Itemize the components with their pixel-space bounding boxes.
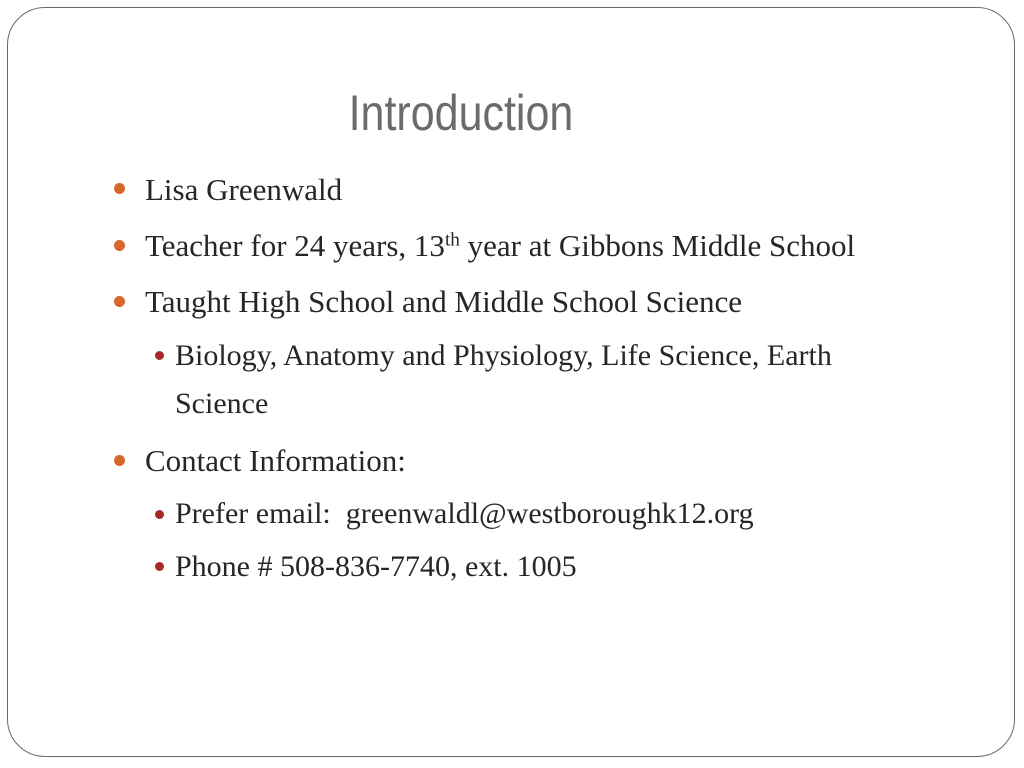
sub-bullet-phone: Phone # 508-836-7740, ext. 1005 <box>175 550 577 583</box>
sub-bullet-icon <box>155 510 164 519</box>
bullet-teaching-years-pre: Teacher for 24 years, 13 <box>145 228 445 263</box>
bullet-icon <box>114 455 125 466</box>
bullet-icon <box>114 240 125 251</box>
bullet-contact-heading: Contact Information: <box>145 443 406 478</box>
bullet-icon <box>114 183 125 194</box>
bullet-icon <box>114 296 125 307</box>
ordinal-suffix: th <box>444 229 460 251</box>
bullet-teaching-years <box>145 228 855 264</box>
sub-bullet-subjects-line2: Science <box>175 387 269 420</box>
bullet-subjects-taught: Taught High School and Middle School Science <box>145 284 743 319</box>
sub-bullet-email: Prefer email: greenwaldl@westboroughk12.org <box>175 497 754 530</box>
sub-bullet-icon <box>155 562 164 571</box>
bullet-teaching-years-post: year at Gibbons Middle School <box>459 228 856 263</box>
sub-bullet-icon <box>155 351 164 360</box>
bullet-name: Lisa Greenwald <box>145 172 343 207</box>
sub-bullet-subjects-line1: Biology, Anatomy and Physiology, Life Science, Earth <box>175 339 832 372</box>
slide-title: Introduction <box>348 85 574 141</box>
